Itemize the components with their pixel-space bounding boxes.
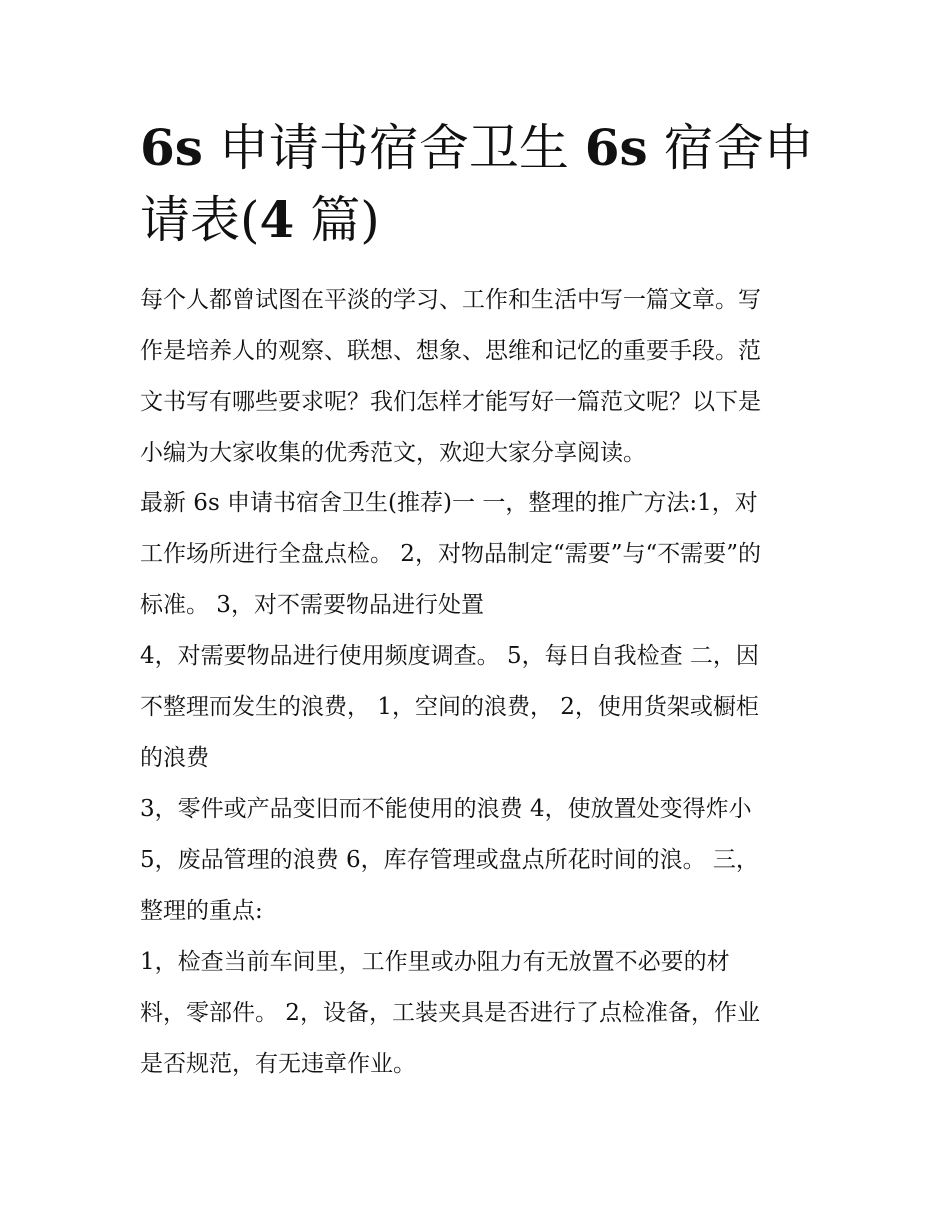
text-line: 的浪费 [140, 745, 209, 771]
paragraph-waste-list [140, 784, 830, 937]
text-line: 标准。 3，对不需要物品进行处置 [140, 592, 484, 618]
text-line: 5，废品管理的浪费 6，库存管理或盘点所花时间的浪。 三， [140, 847, 759, 873]
paragraph-intro [140, 275, 830, 479]
text-line: 4，对需要物品进行使用频度调查。 5，每日自我检查 二，因 [140, 643, 759, 669]
title-part-1: 6s [140, 118, 203, 177]
paragraph-section-two [140, 631, 830, 784]
text-line: 1，检查当前车间里，工作里或办阻力有无放置不必要的材 [140, 949, 730, 975]
text-line: 是否规范，有无违章作业。 [140, 1051, 416, 1077]
text-line: 文书写有哪些要求呢？我们怎样才能写好一篇范文呢？以下是 [140, 389, 761, 415]
text-line: 作是培养人的观察、联想、想象、思维和记忆的重要手段。范 [140, 338, 761, 364]
title-part-3: 6s [584, 118, 648, 177]
title-part-5: 4 [259, 190, 295, 249]
title-part-2: 申请书宿舍卫生 [202, 119, 585, 177]
title-part-4: 宿舍申请表( [140, 119, 814, 249]
text-line: 3，零件或产品变旧而不能使用的浪费 4，使放置处变得炸小 [140, 796, 752, 822]
text-line: 整理的重点: [140, 898, 263, 924]
text-line: 最新 6s 申请书宿舍卫生(推荐)一 一，整理的推广方法:1，对 [140, 490, 758, 516]
text-line: 料，零部件。 2，设备，工装夹具是否进行了点检准备，作业 [140, 1000, 760, 1026]
text-line: 工作场所进行全盘点检。 2，对物品制定“需要”与“不需要”的 [140, 541, 761, 567]
text-line: 每个人都曾试图在平淡的学习、工作和生活中写一篇文章。写 [140, 287, 761, 313]
text-line: 小编为大家收集的优秀范文，欢迎大家分享阅读。 [140, 440, 646, 466]
document-title [140, 112, 820, 256]
text-line: 不整理而发生的浪费， 1，空间的浪费， 2，使用货架或橱柜 [140, 694, 759, 720]
title-part-6: 篇) [294, 191, 380, 249]
paragraph-key-points [140, 937, 830, 1090]
paragraph-section-one [140, 478, 830, 631]
